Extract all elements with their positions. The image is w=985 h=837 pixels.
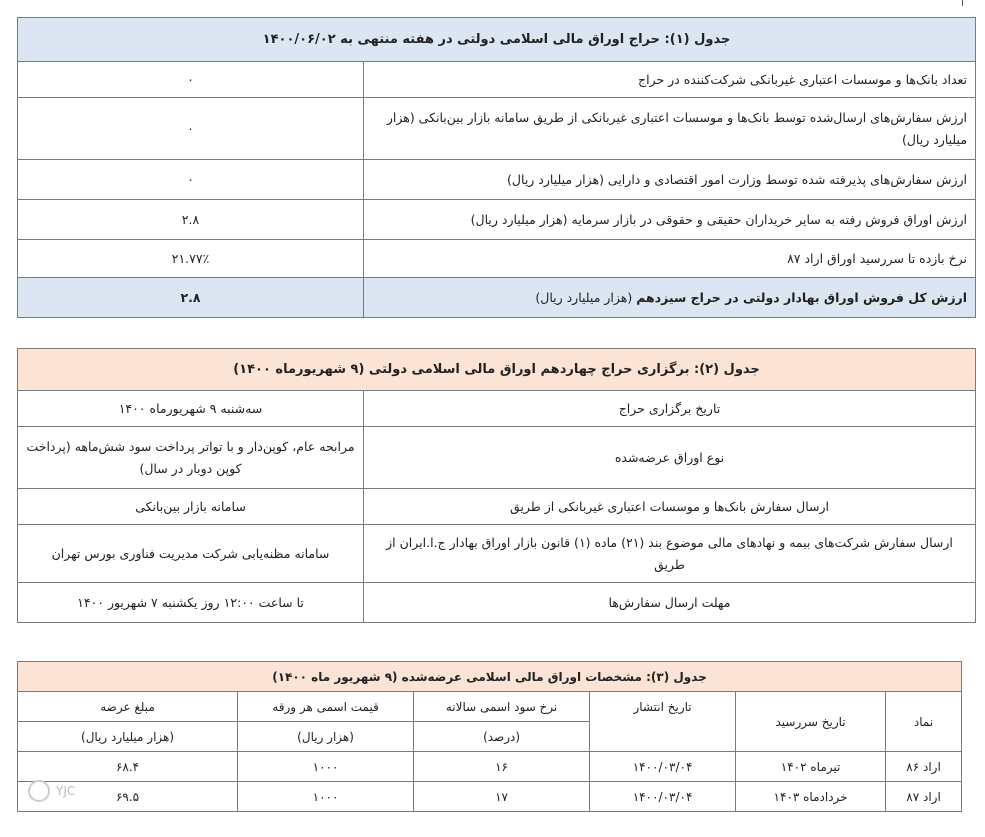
table-row <box>18 62 976 98</box>
cell-amount: ۶۹.۵ <box>18 782 238 812</box>
row-label: ارزش اوراق فروش رفته به سایر خریداران حقیقی و حقوقی در بازار سرمایه (هزار میلیارد ریال) <box>364 200 976 240</box>
row-value: ۰ <box>18 62 364 98</box>
table-row <box>18 200 976 240</box>
header-issue: تاریخ انتشار <box>590 692 736 752</box>
watermark <box>28 780 75 802</box>
header-maturity: تاریخ سررسید <box>736 692 886 752</box>
table-row <box>18 782 962 812</box>
cell-amount: ۶۸.۴ <box>18 752 238 782</box>
row-label: مهلت ارسال سفارش‌ها <box>364 583 976 623</box>
row-label: ارسال سفارش بانک‌ها و موسسات اعتباری غیربانکی از طریق <box>364 489 976 525</box>
row-value: ۲۱.۷۷٪ <box>18 240 364 278</box>
cell-rate: ۱۶ <box>414 752 590 782</box>
row-label: ارسال سفارش شرکت‌های بیمه و نهادهای مالی موضوع بند (۲۱) ماده (۱) قانون بازار اوراق بهادار ج.ا.ایران از طریق <box>364 525 976 583</box>
table-row <box>18 489 976 525</box>
cell-symbol: اراد ۸۷ <box>886 782 962 812</box>
row-value: سه‌شنبه ۹ شهریورماه ۱۴۰۰ <box>18 391 364 427</box>
row-value: تا ساعت ۱۲:۰۰ روز یکشنبه ۷ شهریور ۱۴۰۰ <box>18 583 364 623</box>
header-price: قیمت اسمی هر ورقه <box>238 692 414 722</box>
row-label: تعداد بانک‌ها و موسسات اعتباری غیربانکی شرکت‌کننده در حراج <box>364 62 976 98</box>
header-amount-unit: (هزار میلیارد ریال) <box>18 722 238 752</box>
cell-issue: ۱۴۰۰/۰۳/۰۴ <box>590 752 736 782</box>
row-value: سامانه بازار بین‌بانکی <box>18 489 364 525</box>
row-label: ارزش سفارش‌های پذیرفته شده توسط وزارت امور اقتصادی و دارایی (هزار میلیارد ریال) <box>364 160 976 200</box>
total-label-bold: ارزش کل فروش اوراق بهادار دولتی در حراج سیزدهم <box>636 289 968 305</box>
watermark-logo-icon <box>28 780 50 802</box>
table-row <box>18 240 976 278</box>
row-label: ارزش سفارش‌های ارسال‌شده توسط بانک‌ها و موسسات اعتباری غیربانکی از طریق سامانه بازار بین‌بانکی (هزار میلیارد ریال) <box>364 98 976 160</box>
row-value: سامانه مظنه‌یابی شرکت مدیریت فناوری بورس تهران <box>18 525 364 583</box>
table-row <box>18 583 976 623</box>
row-value: ۲.۸ <box>18 200 364 240</box>
table-auction-results <box>17 17 976 318</box>
cell-symbol: اراد ۸۶ <box>886 752 962 782</box>
row-value: ۰ <box>18 160 364 200</box>
watermark-text: YJC <box>56 784 76 798</box>
table-row <box>18 391 976 427</box>
table-row <box>18 427 976 489</box>
table1-title: جدول (۱): حراج اوراق مالی اسلامی دولتی در هفته منتهی به ۱۴۰۰/۰۶/۰۲ <box>18 18 976 62</box>
table-auction-schedule <box>17 348 976 623</box>
table-row <box>18 160 976 200</box>
total-label-unit: (هزار میلیارد ریال) <box>535 289 633 305</box>
table-total-row <box>18 278 976 318</box>
table3-title: جدول (۳): مشخصات اوراق مالی اسلامی عرضه‌شده (۹ شهریور ماه ۱۴۰۰) <box>18 662 962 692</box>
table-offered-securities <box>17 661 962 812</box>
row-label: تاریخ برگزاری حراج <box>364 391 976 427</box>
cell-maturity: خردادماه ۱۴۰۳ <box>736 782 886 812</box>
header-rate-unit: (درصد) <box>414 722 590 752</box>
total-value: ۲.۸ <box>18 278 364 318</box>
cell-maturity: تیرماه ۱۴۰۲ <box>736 752 886 782</box>
table-row <box>18 752 962 782</box>
header-symbol: نماد <box>886 692 962 752</box>
row-value: ۰ <box>18 98 364 160</box>
header-price-unit: (هزار ریال) <box>238 722 414 752</box>
cell-price: ۱۰۰۰ <box>238 752 414 782</box>
cell-issue: ۱۴۰۰/۰۳/۰۴ <box>590 782 736 812</box>
row-label: نرخ بازده تا سررسید اوراق اراد ۸۷ <box>364 240 976 278</box>
corner-mark <box>962 0 963 6</box>
header-rate: نرخ سود اسمی سالانه <box>414 692 590 722</box>
table-row <box>18 525 976 583</box>
table-row <box>18 98 976 160</box>
total-label <box>364 278 976 318</box>
header-amount: مبلغ عرضه <box>18 692 238 722</box>
cell-price: ۱۰۰۰ <box>238 782 414 812</box>
cell-rate: ۱۷ <box>414 782 590 812</box>
row-value: مرابحه عام، کوپن‌دار و با تواتر پرداخت سود شش‌ماهه (پرداخت کوپن دوبار در سال) <box>18 427 364 489</box>
table2-title: جدول (۲): برگزاری حراج چهاردهم اوراق مالی اسلامی دولتی (۹ شهریورماه ۱۴۰۰) <box>18 349 976 391</box>
row-label: نوع اوراق عرضه‌شده <box>364 427 976 489</box>
